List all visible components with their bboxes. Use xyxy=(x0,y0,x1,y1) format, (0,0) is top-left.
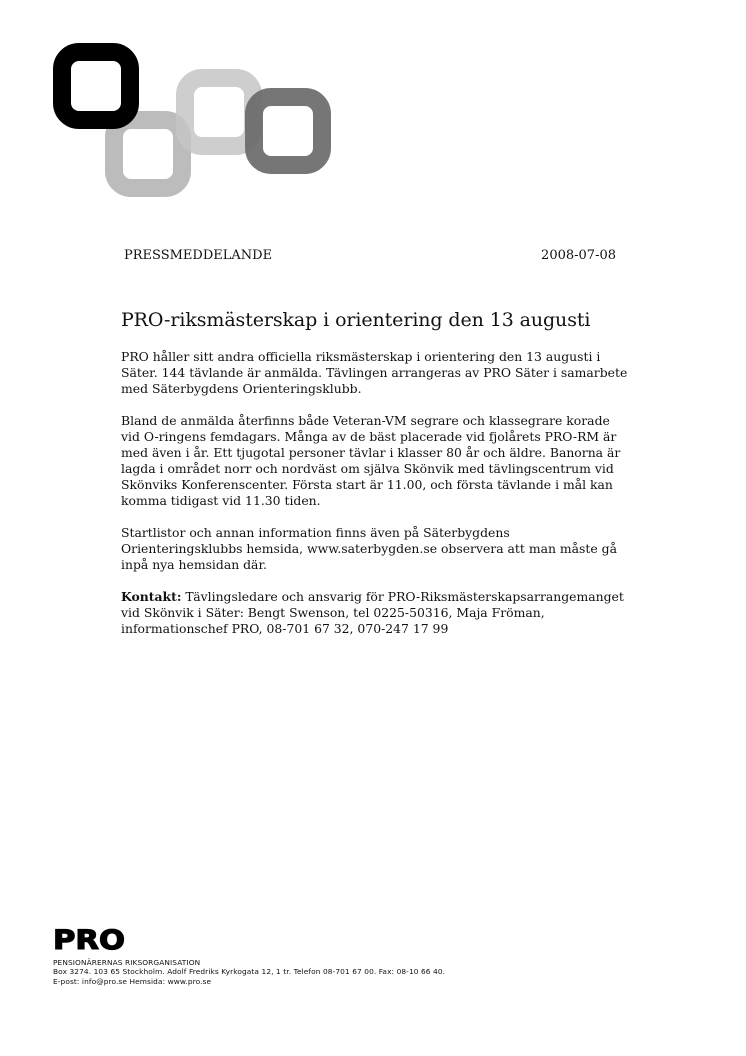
dark-square xyxy=(254,97,322,165)
paragraph-participants: Bland de anmälda återfinns både Veteran-VM segrare och klassegrare korade vid O-ringens femdagars. Många av de bäst placerade vid fjolårets PRO-RM är med även i år. Ett tjugotal personer tävlar i klasser 80 år och äldre. Banorna är lagda i området norr och nordväst om själva Skönvik med tävlingscentrum vid Skönviks Konferenscenter. Första start är 11.00, och första tävlande i mål kan komma tidigast vid 11.30 tiden. xyxy=(121,413,621,508)
paragraph-info: Startlistor och annan information finns även på Säterbygdens Orienteringsklubbs hemsida, www.saterbygden.se observera att man måste gå inpå nya hemsidan där. xyxy=(121,525,617,572)
contact-paragraph xyxy=(121,589,631,637)
light-square xyxy=(114,120,182,188)
document-date: 2008-07-08 xyxy=(541,248,616,263)
meta-row xyxy=(124,248,616,263)
article-body xyxy=(121,349,631,653)
contact-label: Kontakt: xyxy=(121,589,182,604)
pro-logo-text: PRO xyxy=(53,927,125,951)
pro-logo xyxy=(53,927,127,951)
paragraph-intro: PRO håller sitt andra officiella riksmästerskap i orientering den 13 augusti i Säter. 144 tävlande är anmälda. Tävlingen arrangeras av PRO Säter i samarbete med Säterbygdens Orienteringsklubb. xyxy=(121,349,628,396)
contact-text: Tävlingsledare och ansvarig för PRO-Riksmästerskapsarrangemanget vid Skönvik i Säter: Bengt Swenson, tel 0225-50316, Maja Fröman, informationschef PRO, 08-701 67 32, 070-247 17 99 xyxy=(121,589,624,636)
footer xyxy=(53,927,693,986)
org-name: PENSIONÄRERNAS RIKSORGANISATION xyxy=(53,958,201,967)
interlocking-squares-logo xyxy=(50,40,350,200)
lighter-square xyxy=(185,78,253,146)
black-square xyxy=(62,52,130,120)
headline: PRO-riksmästerskap i orientering den 13 augusti xyxy=(121,309,591,331)
address-line: Box 3274. 103 65 Stockholm. Adolf Fredriks Kyrkogata 12, 1 tr. Telefon 08-701 67 00. Fax: 08-10 66 40. xyxy=(53,967,446,977)
document-type-label: PRESSMEDDELANDE xyxy=(124,248,273,263)
contact-line: E-post: info@pro.se Hemsida: www.pro.se xyxy=(53,976,212,986)
